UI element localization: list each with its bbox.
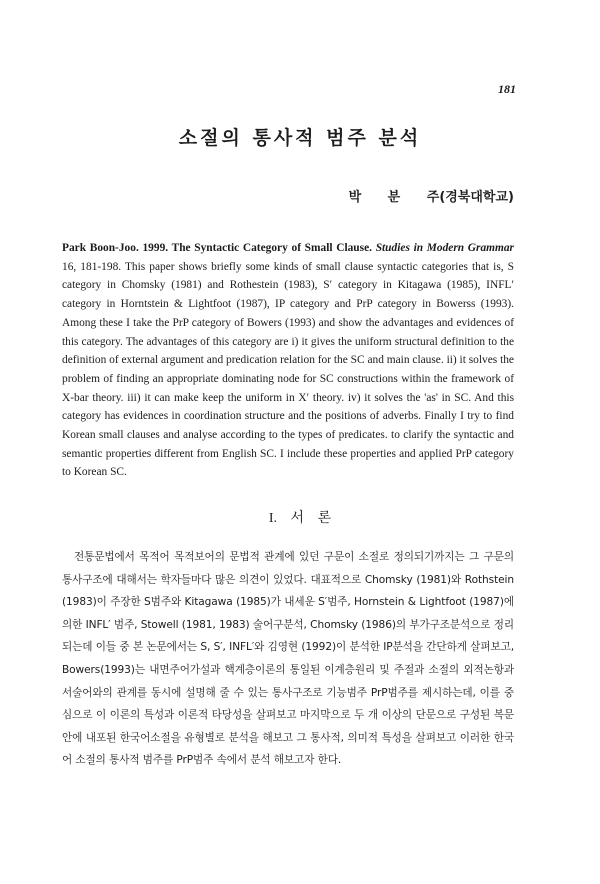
section-heading: I. 서 론 bbox=[268, 511, 332, 526]
author-name: 박 분 주 bbox=[348, 190, 440, 205]
section-body bbox=[62, 546, 514, 772]
journal-name: Studies in Modern Grammar bbox=[375, 242, 514, 254]
abstract bbox=[62, 239, 514, 482]
abstract-citation: Park Boon-Joo. 1999. The Syntactic Category of Small Clause. bbox=[62, 242, 372, 254]
paper-title: 소절의 통사적 범주 분석 bbox=[178, 127, 422, 149]
abstract-body: 16, 181-198. This paper shows briefly some kinds of small clause syntactic categories that is, S category in Chomsky (1981) and Rothestein (1983), S′ category in Kitagawa (1985), INFL′ category in Horntstein & Lightfoot (1987), IP category and PrP category in Bowerss (1993). Among these I take the PrP category of Bowers (1993) and show the advantages and evidences of this category. The advantages of this category are i) it gives the uniform structural definition to the definition of external argument and predication relation for the SC and main clause. ii) it solves the problem of finding an appropriate dominating node for SC constructions within the framework of X-bar theory. iii) it can make keep the uniform in X′ theory. iv) it solves the 'as' in SC. And this category has evidences in coordination structure and the positions of adverbs. Finally I try to find Korean small clauses and analyse according to the types of predicates. to clarify the syntactic and semantic properties different from English SC. I include these properties and applied PrP category to Korean SC. bbox=[62, 260, 514, 479]
author-line bbox=[349, 186, 514, 205]
page-number: 181 bbox=[498, 82, 516, 96]
introduction-paragraph: 전통문법에서 목적어 목적보어의 문법적 관계에 있던 구문이 소절로 정의되기까지는 그 구문의 통사구조에 대해서는 학자들마다 많은 의견이 있었다. 대표적으로 Chomsky (1981)와 Rothstein (1983)이 주장한 S범주와 Kitagawa (1985)가 내세운 S′범주, Hornstein & Lightfoot (1987)에 의한 INFL′ 범주, Stowell (1981, 1983) 술어구분석, Chomsky (1986)의 부가구조분석으로 정리되는데 이들 중 본 논문에서는 S, S′, INFL′와 김영현 (1992)이 분석한 IP분석을 간단하게 살펴보고, Bowers(1993)는 내면주어가설과 핵계층이론의 통일된 이계층원리 및 주절과 소절의 외적논항과 서술어와의 관계를 동시에 설명해 줄 수 있는 통사구조로 기능범주 PrP범주를 제시하는데, 이를 중심으로 이 이론의 특성과 이론적 타당성을 살펴보고 마지막으로 두 개 이상의 단문으로 구성된 복문 안에 내포된 한국어소절을 유형별로 분석을 해보고 그 통사적, 의미적 특성을 살펴보고 이러한 한국어 소절의 통사적 범주를 PrP범주 속에서 분석 해보고자 한다. bbox=[62, 551, 514, 767]
author-affiliation: (경북대학교) bbox=[439, 190, 514, 205]
